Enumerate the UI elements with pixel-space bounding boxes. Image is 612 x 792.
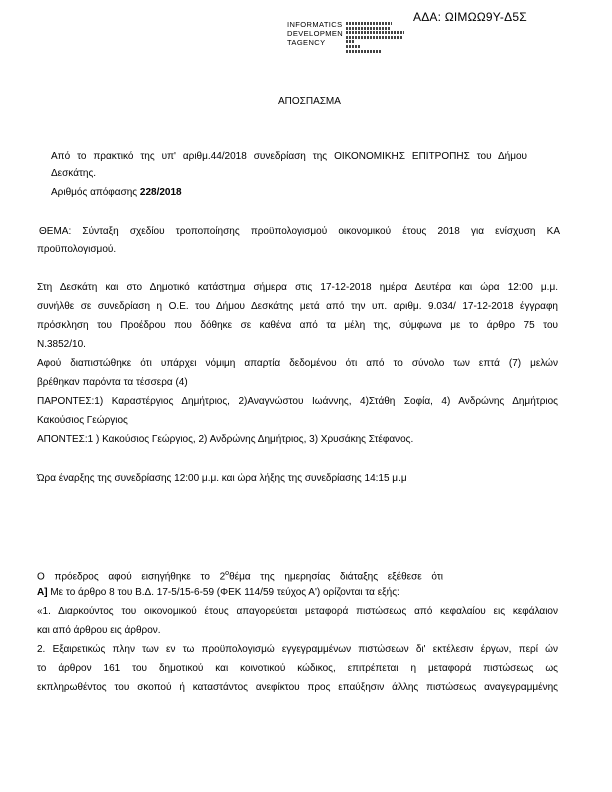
stamp-line-2: DEVELOPMEN	[287, 29, 344, 38]
subject-line-2: προϋπολογισμού.	[37, 244, 117, 255]
meeting-line-3: πρόσκληση του Προέδρου που δόθηκε σε καθένα από τα μέλη της, σύμφωνα με το άρθρο 75 του	[37, 320, 558, 331]
meeting-line-2: συνήλθε σε συνεδρίαση η Ο.Ε. του Δήμου Δεσκάτης μετά από την υπ. αριθμ. 9.034/ 17-12-2018 έγγραφη	[37, 301, 558, 312]
intro-line-2: Δεσκάτης.	[51, 168, 97, 179]
ada-code: ΑΔΑ: ΩΙΜΩΩ9Υ-Δ5Σ	[413, 10, 527, 24]
diavgeia-stamp	[287, 21, 407, 63]
decision-number-line	[51, 187, 182, 198]
body-intro-post: θέμα της ημερησίας διάταξης εξέθεσε ότι	[229, 571, 444, 583]
meeting-line-4: Ν.3852/10.	[37, 339, 86, 350]
stamp-fine-print	[346, 22, 406, 54]
paragraph-2-line-1: 2. Εξαιρετικώς πλην των εν τω προϋπολογισμώ εγγεγραμμένων πιστώσεων δι' εκτέλεσιν έργων, περί ών	[37, 644, 558, 655]
meeting-line-1: Στη Δεσκάτη και στο Δημοτικό κατάστημα σήμερα στις 17-12-2018 ημέρα Δευτέρα και ώρα 12:00 μ.μ.	[37, 282, 558, 293]
meeting-line-5: Αφού διαπιστώθηκε ότι υπάρχει νόμιμη απαρτία δεδομένου ότι από το σύνολο των επτά (7) μελών	[37, 358, 558, 369]
article-a-text: Με το άρθρο 8 του Β.Δ. 17-5/15-6-59 (ΦΕΚ 114/59 τεύχος Α') ορίζονται τα εξής:	[47, 587, 400, 598]
present-members-line-2: Κακούσιος Γεώργιος	[37, 415, 128, 426]
paragraph-1-line-2: και από άρθρου εις άρθρον.	[37, 625, 161, 636]
stamp-line-3: TAGENCY	[287, 38, 326, 47]
body-intro-sup: ο	[225, 570, 230, 577]
stamp-line-1: INFORMATICS	[287, 20, 343, 29]
body-intro-pre: Ο πρόεδρος αφού εισηγήθηκε το 2	[37, 571, 226, 583]
intro-line-1: Από το πρακτικό της υπ' αριθμ.44/2018 συνεδρίαση της ΟΙΚΟΝΟΜΙΚΗΣ ΕΠΙΤΡΟΠΗΣ του Δήμου	[51, 151, 527, 162]
decision-label: Αριθμός απόφασης	[51, 187, 140, 198]
decision-number: 228/2018	[139, 187, 182, 198]
article-a-line	[37, 587, 400, 598]
absent-members-line: ΑΠΟΝΤΕΣ:1 ) Κακούσιος Γεώργιος, 2) Ανδρώνης Δημήτριος, 3) Χρυσάκης Στέφανος.	[37, 434, 414, 445]
paragraph-2-line-2: το άρθρον 161 του δημοτικού και κοινοτικού κώδικος, επιτρέπεται η μεταφορά πιστώσεως ως	[37, 663, 558, 674]
subject-line-1: ΘΕΜΑ: Σύνταξη σχεδίου τροποποίησης προϋπολογισμού οικονομικού έτους 2018 για ενίσχυση ΚΑ	[39, 226, 560, 237]
body-intro-line	[37, 570, 443, 582]
paragraph-2-line-3: εκπληρωθέντος του σκοπού ή καταστάντος ανεφίκτου προς επαύξησιν άλλης πιστώσεως αναγεγραμμένης	[37, 682, 558, 693]
paragraph-1-line-1: «1. Διαρκούντος του οικονομικού έτους απαγορεύεται μεταφορά πιστώσεως από κεφαλαίου εις κεφάλαιον	[37, 606, 558, 617]
document-title: ΑΠΟΣΠΑΣΜΑ	[278, 96, 341, 107]
present-members-line: ΠΑΡΟΝΤΕΣ:1) Καραστέργιος Δημήτριος, 2)Αναγνώστου Ιωάννης, 4)Στάθη Σοφία, 4) Ανδρώνης Δημήτριος	[37, 396, 558, 407]
article-a-label: Α]	[37, 587, 48, 598]
meeting-line-6: βρέθηκαν παρόντα τα τέσσερα (4)	[37, 377, 188, 388]
meeting-time-line: Ώρα έναρξης της συνεδρίασης 12:00 μ.μ. και ώρα λήξης της συνεδρίασης 14:15 μ.μ	[37, 473, 407, 484]
